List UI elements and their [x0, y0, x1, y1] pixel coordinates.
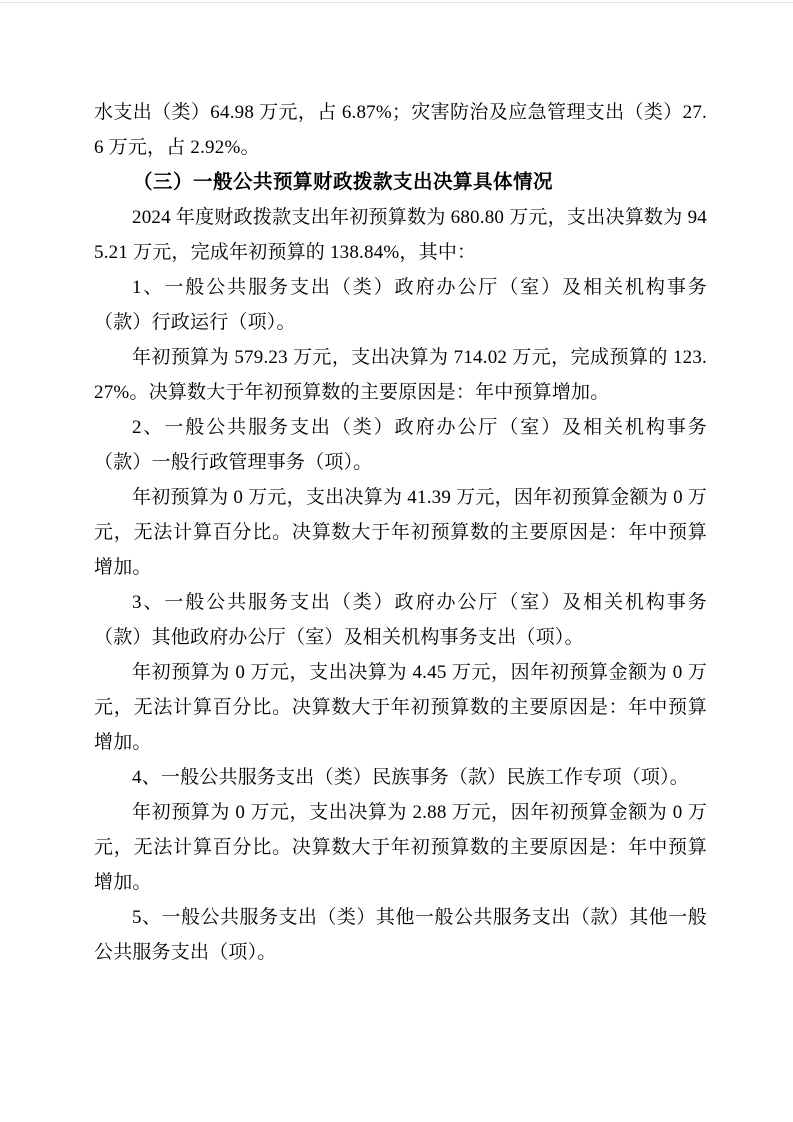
paragraph: 2、一般公共服务支出（类）政府办公厅（室）及相关机构事务（款）一般行政管理事务（项）。	[94, 417, 707, 473]
paragraph: 3、一般公共服务支出（类）政府办公厅（室）及相关机构事务（款）其他政府办公厅（室）及相关机构事务支出（项）。	[94, 592, 707, 648]
paragraph: 年初预算为 0 万元，支出决算为 41.39 万元，因年初预算金额为 0 万元，无法计算百分比。决算数大于年初预算数的主要原因是：年中预算增加。	[94, 487, 707, 578]
section-heading: （三）一般公共预算财政拨款支出决算具体情况	[133, 171, 554, 193]
paragraph: 年初预算为 0 万元，支出决算为 4.45 万元，因年初预算金额为 0 万元，无法计算百分比。决算数大于年初预算数的主要原因是：年中预算增加。	[94, 662, 707, 753]
paragraph: 5、一般公共服务支出（类）其他一般公共服务支出（款）其他一般公共服务支出（项）。	[94, 907, 707, 963]
paragraph: 2024 年度财政拨款支出年初预算数为 680.80 万元，支出决算数为 945.21 万元，完成年初预算的 138.84%，其中：	[94, 207, 707, 263]
paragraph: 年初预算为 0 万元，支出决算为 2.88 万元，因年初预算金额为 0 万元，无法计算百分比。决算数大于年初预算数的主要原因是：年中预算增加。	[94, 802, 707, 893]
paragraph: 4、一般公共服务支出（类）民族事务（款）民族工作专项（项）。	[132, 767, 690, 788]
document-content	[94, 95, 707, 970]
paragraph: 水支出（类）64.98 万元，占 6.87%；灾害防治及应急管理支出（类）27.6 万元，占 2.92%。	[94, 102, 707, 158]
paragraph: 年初预算为 579.23 万元，支出决算为 714.02 万元，完成预算的 123.27%。决算数大于年初预算数的主要原因是：年中预算增加。	[94, 347, 707, 403]
paragraph: 1、一般公共服务支出（类）政府办公厅（室）及相关机构事务（款）行政运行（项）。	[94, 277, 707, 333]
